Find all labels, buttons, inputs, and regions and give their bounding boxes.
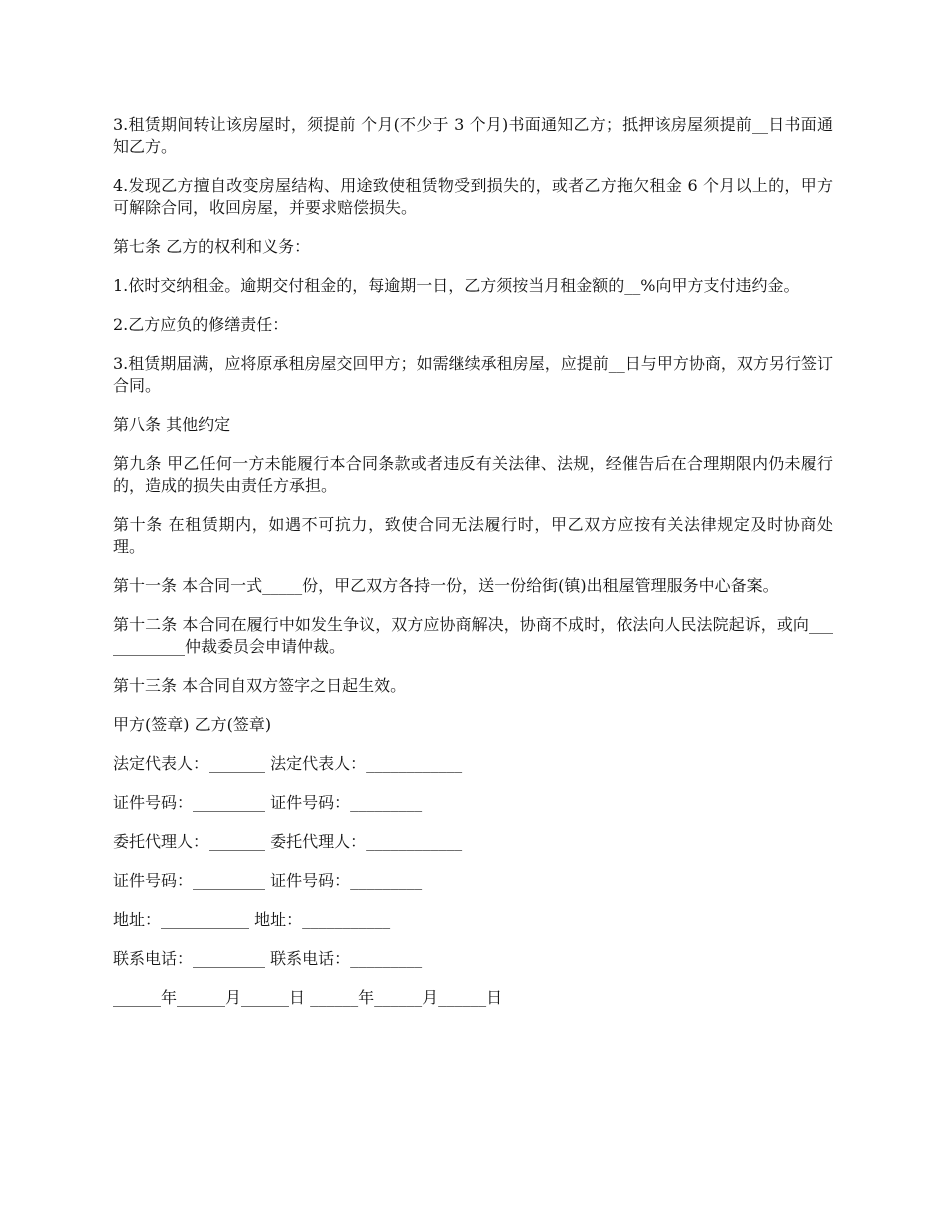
- clause-7-heading: 第七条 乙方的权利和义务：: [113, 237, 311, 256]
- clause-7-item-3: 3.租赁期届满，应将原承租房屋交回甲方；如需继续承租房屋，应提前__日与甲方协商，双方另行签订合同。: [113, 354, 833, 395]
- clause-8-heading: 第八条 其他约定: [113, 415, 231, 434]
- clause-10: 第十条 在租赁期内，如遇不可抗力，致使合同无法履行时，甲乙双方应按有关法律规定及时协商处理。: [113, 515, 833, 556]
- clause-7-item-2: 2.乙方应负的修缮责任：: [113, 315, 289, 334]
- signature-heading: 甲方(签章) 乙方(签章): [113, 715, 272, 734]
- phone-line: 联系电话：_________ 联系电话：_________: [113, 949, 423, 968]
- clause-13: 第十三条 本合同自双方签字之日起生效。: [113, 676, 407, 695]
- clause-6-item-3: 3.租赁期间转让该房屋时，须提前 个月(不少于 3 个月)书面通知乙方；抵押该房屋须提前__日书面通知乙方。: [113, 115, 833, 156]
- clause-11: 第十一条 本合同一式_____份，甲乙双方各持一份，送一份给街(镇)出租屋管理服务中心备案。: [113, 576, 779, 595]
- authorized-agent-line: 委托代理人：_______ 委托代理人：____________: [113, 832, 463, 851]
- clause-6-item-4: 4.发现乙方擅自改变房屋结构、用途致使租赁物受到损失的，或者乙方拖欠租金 6 个月以上的，甲方可解除合同，收回房屋，并要求赔偿损失。: [113, 176, 833, 217]
- clause-12: 第十二条 本合同在履行中如发生争议，双方应协商解决，协商不成时，依法向人民法院起诉，或向____________仲裁委员会申请仲裁。: [113, 615, 833, 656]
- legal-representative-line: 法定代表人：_______ 法定代表人：____________: [113, 754, 463, 773]
- id-number-line-2: 证件号码：_________ 证件号码：_________: [113, 871, 423, 890]
- clause-9: 第九条 甲乙任何一方未能履行本合同条款或者违反有关法律、法规，经催告后在合理期限内仍未履行的，造成的损失由责任方承担。: [113, 454, 833, 495]
- address-line: 地址：___________ 地址：___________: [113, 910, 391, 929]
- date-line: ______年______月______日 ______年______月______日: [113, 988, 503, 1007]
- document-body: [113, 114, 833, 1026]
- id-number-line-1: 证件号码：_________ 证件号码：_________: [113, 793, 423, 812]
- clause-7-item-1: 1.依时交纳租金。逾期交付租金的，每逾期一日，乙方须按当月租金额的__%向甲方支付违约金。: [113, 276, 800, 295]
